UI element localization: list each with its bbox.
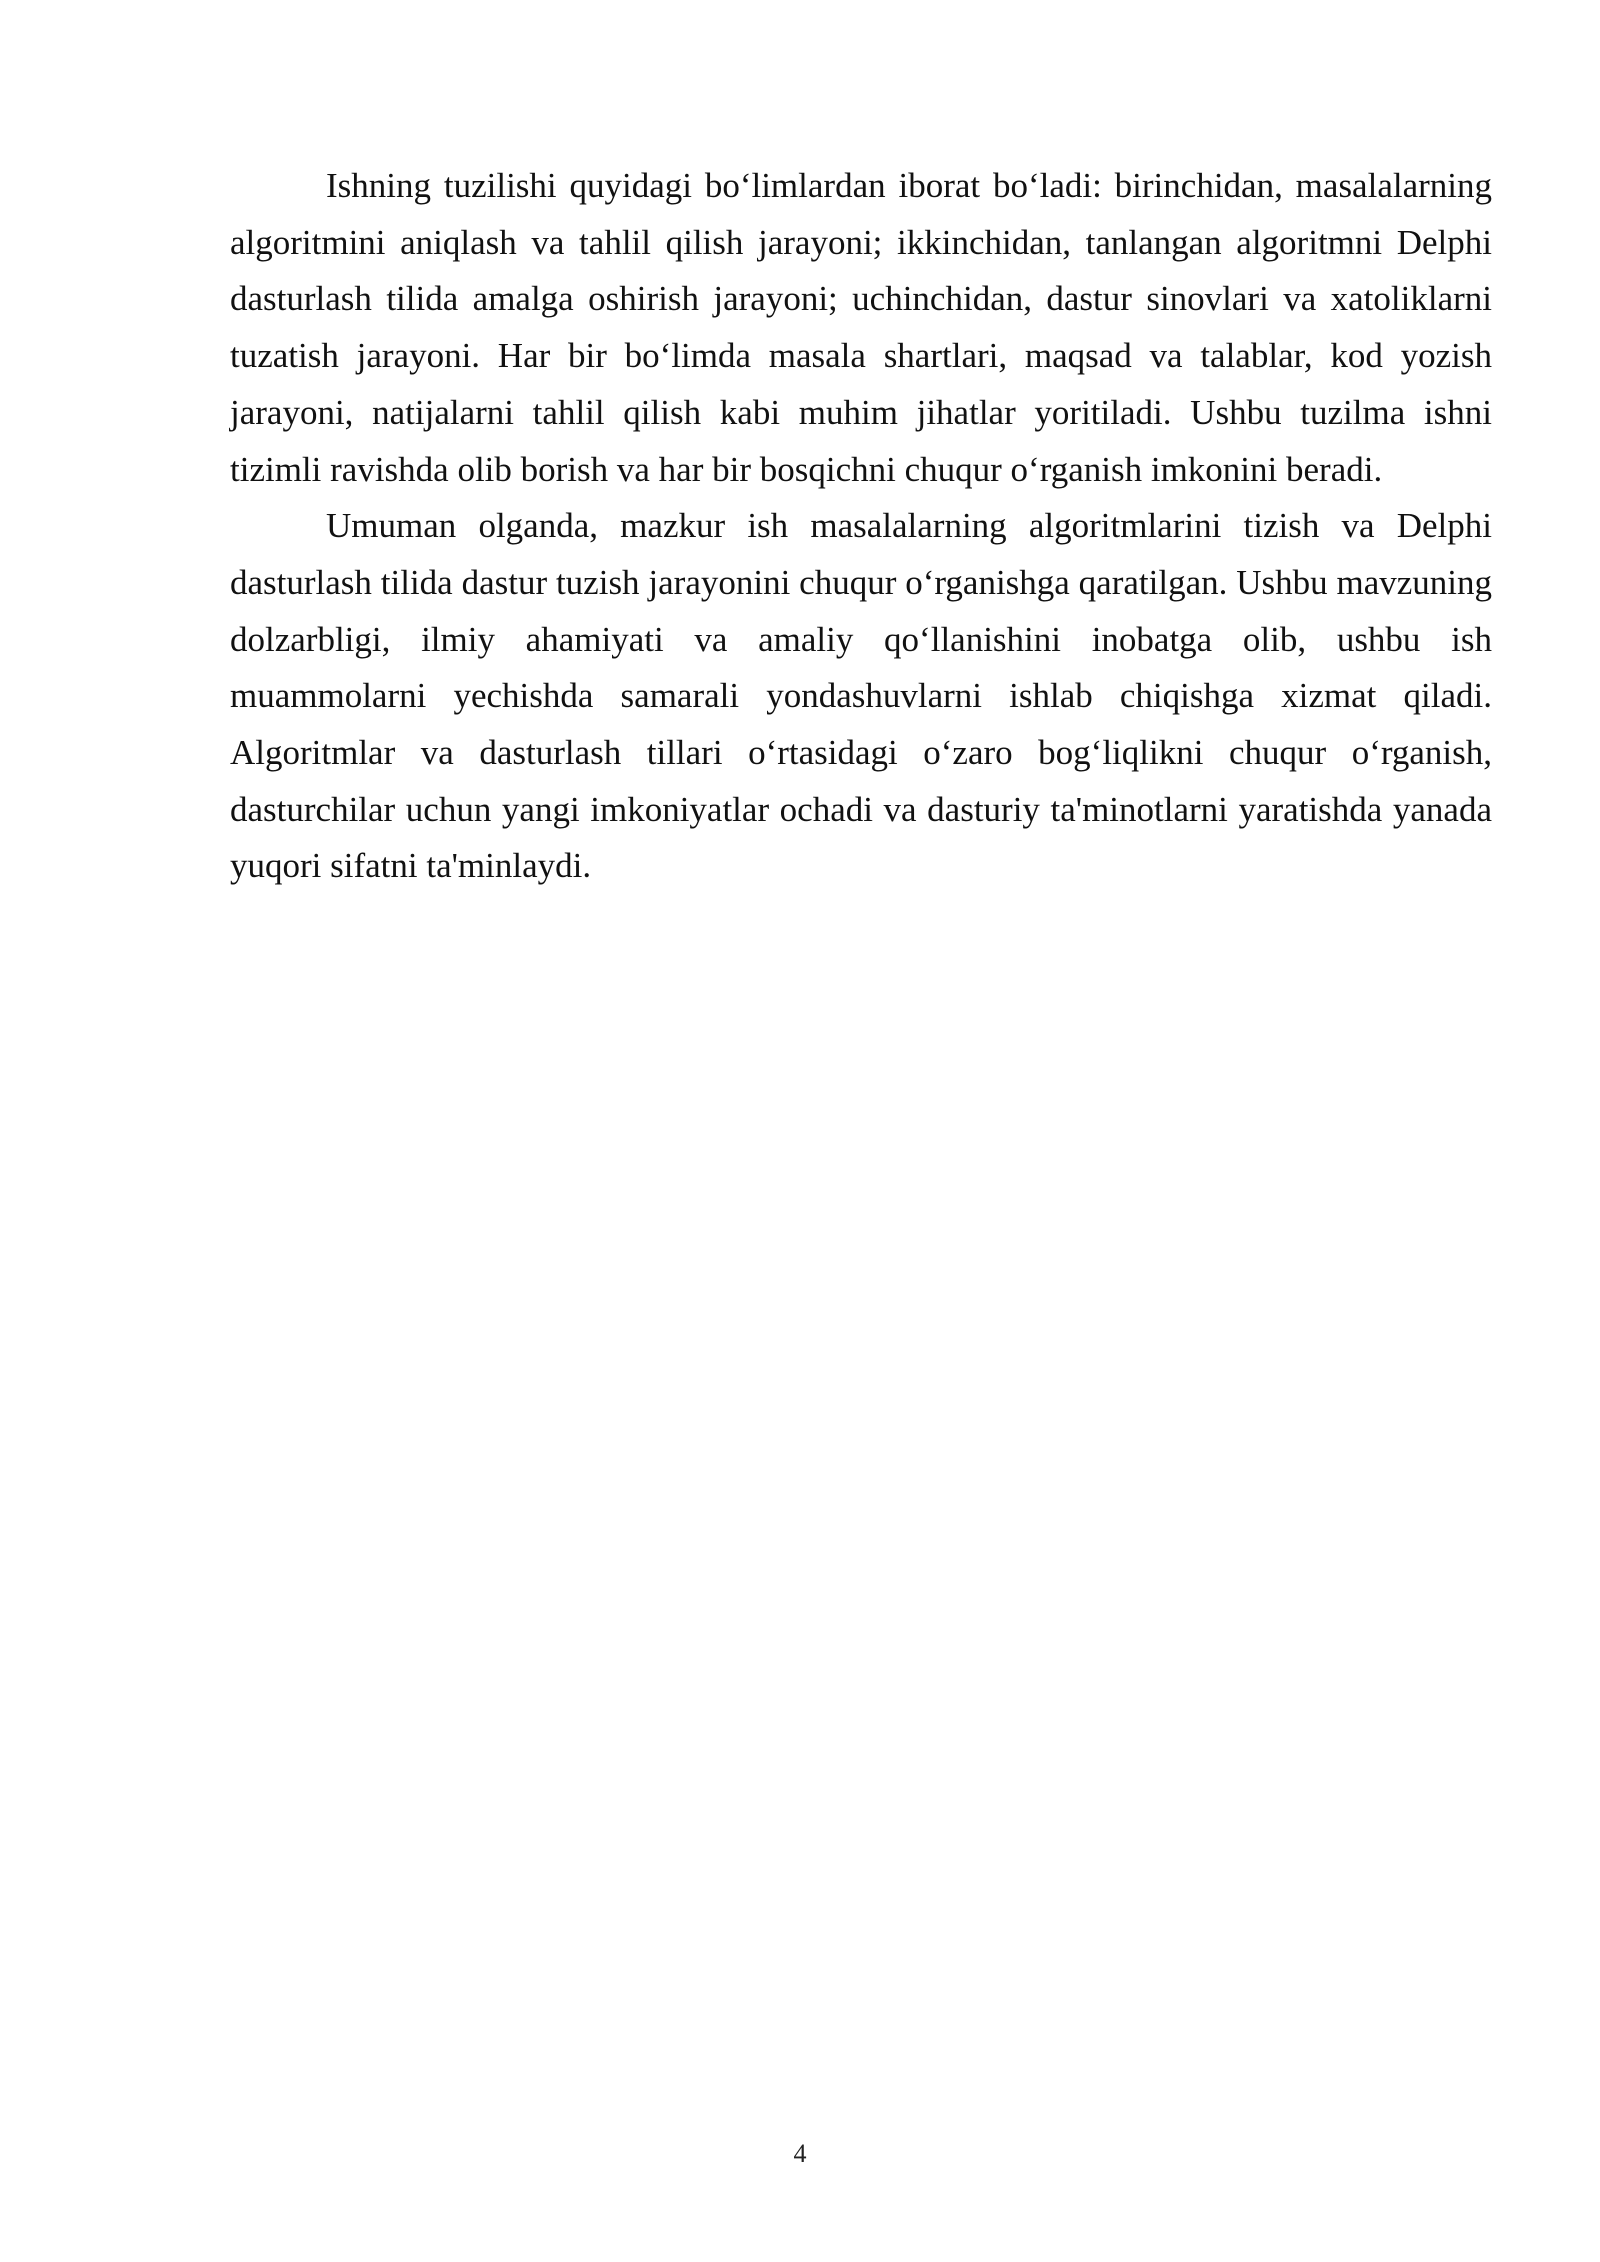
paragraph-conclusion: Umuman olganda, mazkur ish masalalarning algoritmlarini tizish va Delphi dasturlash tilida dastur tuzish jarayonini chuqur o‘rganishga qaratilgan. Ushbu mavzuning dolzarbligi, ilmiy ahamiyati va amaliy qo‘llanishini inobatga olib, ushbu ish muammolarni yechishda samarali yondashuvlarni ishlab chiqishga xizmat qiladi. Algoritmlar va dasturlash tillari o‘rtasidagi o‘zaro bog‘liqlikni chuqur o‘rganish, dasturchilar uchun yangi imkoniyatlar ochadi va dasturiy ta'minotlarni yaratishda yanada yuqori sifatni ta'minlaydi. [230,506,1492,886]
body-text [230,158,1492,895]
paragraph-structure: Ishning tuzilishi quyidagi bo‘limlardan iborat bo‘ladi: birinchidan, masalalarning algoritmini aniqlash va tahlil qilish jarayoni; ikkinchidan, tanlangan algoritmni Delphi dasturlash tilida amalga oshirish jarayoni; uchinchidan, dastur sinovlari va xatoliklarni tuzatish jarayoni. Har bir bo‘limda masala shartlari, maqsad va talablar, kod yozish jarayoni, natijalarni tahlil qilish kabi muhim jihatlar yoritiladi. Ushbu tuzilma ishni tizimli ravishda olib borish va har bir bosqichni chuqur o‘rganish imkonini beradi. [230,166,1492,489]
page-number: 4 [793,2139,807,2168]
